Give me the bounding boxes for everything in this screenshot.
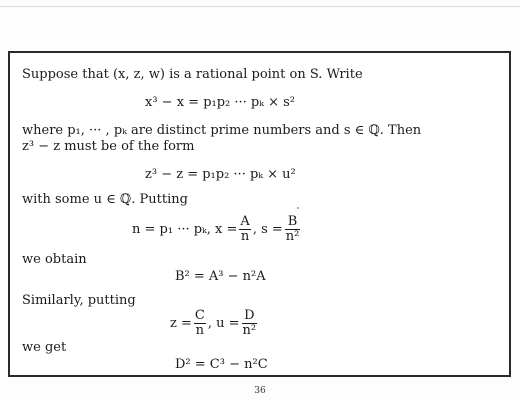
equation-6: D² = C³ − n²C — [175, 357, 268, 372]
fraction-denominator: n — [195, 323, 205, 338]
equation-1: x³ − x = p₁p₂ ··· pₖ × s² — [145, 95, 296, 110]
fraction-denominator: n² — [285, 229, 300, 244]
slide-frame — [8, 51, 511, 377]
text-paragraph-5: Similarly, putting — [22, 293, 136, 308]
equation-5-lead: z = — [170, 316, 192, 331]
fraction-denominator: n² — [242, 323, 257, 338]
text-paragraph-1: Suppose that (x, z, w) is a rational point on S. Write — [22, 67, 363, 82]
equation-2: z³ − z = p₁p₂ ··· pₖ × u² — [145, 167, 296, 182]
equation-3-lead: n = p₁ ··· pₖ, x = — [132, 222, 238, 237]
fraction-numerator: C — [194, 308, 205, 323]
text-paragraph-2b: z³ − z must be of the form — [22, 139, 195, 154]
equation-5-mid: , u = — [207, 316, 240, 331]
fraction-b-over-n2 — [285, 215, 301, 244]
text-paragraph-3: with some u ∈ ℚ. Putting — [22, 192, 188, 207]
fraction-d-over-n2 — [242, 309, 258, 338]
equation-4: B² = A³ − n²A — [175, 269, 266, 284]
fraction-c-over-n — [194, 309, 206, 338]
equation-3 — [132, 215, 302, 244]
scan-speck — [297, 207, 299, 209]
fraction-a-over-n — [239, 215, 250, 244]
fraction-numerator: D — [242, 309, 258, 324]
page-number: 36 — [254, 386, 266, 396]
equation-5 — [170, 309, 259, 338]
fraction-numerator: A — [240, 214, 250, 229]
text-paragraph-4: we obtain — [22, 252, 87, 267]
fraction-numerator: B — [285, 215, 301, 230]
fraction-denominator: n — [240, 229, 250, 244]
text-paragraph-2a: where p₁, ··· , pₖ are distinct prime numbers and s ∈ ℚ. Then — [22, 123, 422, 138]
text-paragraph-6: we get — [22, 340, 67, 355]
page-top-edge — [0, 6, 520, 7]
equation-3-mid: , s = — [252, 222, 283, 237]
